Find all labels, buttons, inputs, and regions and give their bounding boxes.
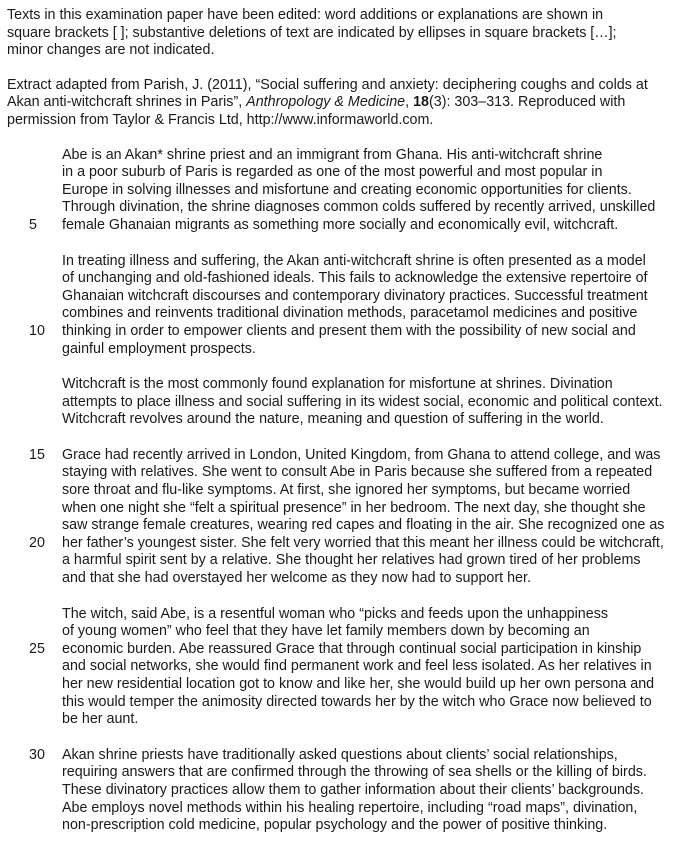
extract-line xyxy=(7,341,691,359)
line-text: These divinatory practices allow them to gather information about their clients’ backgrounds. xyxy=(62,781,644,798)
line-text: Through divination, the shrine diagnoses common colds suffered by recently arrived, unskilled xyxy=(62,199,656,216)
line-text: and that she had overstayed her welcome as they now had to support her. xyxy=(62,570,531,587)
extract-line xyxy=(7,253,691,271)
line-text: female Ghanaian migrants as something more socially and economically evil, witchcraft. xyxy=(62,216,619,233)
line-text: Grace had recently arrived in London, United Kingdom, from Ghana to attend college, and was xyxy=(62,446,661,463)
line-text: requiring answers that are confirmed through the throwing of sea shells or the killing of birds. xyxy=(62,764,647,781)
line-text: thinking in order to empower clients and present them with the possibility of new social and xyxy=(62,322,636,339)
extract-paragraph xyxy=(7,376,691,429)
extract-line xyxy=(7,658,691,676)
line-text: Europe in solving illnesses and misfortune and creating economic opportunities for clients. xyxy=(62,181,632,198)
extract-line xyxy=(7,570,691,588)
extract-line xyxy=(7,517,691,535)
line-text: of young women” who feel that they have let family members down by becoming an xyxy=(62,623,590,640)
line-text: be her aunt. xyxy=(62,711,139,728)
line-text: Akan shrine priests have traditionally asked questions about clients’ social relationships, xyxy=(62,746,618,763)
extract-line xyxy=(7,447,691,465)
extract-line xyxy=(7,464,691,482)
line-number: 20 xyxy=(29,534,45,551)
extract-paragraph xyxy=(7,147,691,235)
extract-line xyxy=(7,217,691,235)
extract-line xyxy=(7,394,691,412)
editing-note-line: minor changes are not indicated. xyxy=(7,42,215,59)
citation-separator: , xyxy=(405,94,414,111)
line-text: this would temper the animosity directed towards her by the witch who Grace now believed to xyxy=(62,693,652,710)
extract-line xyxy=(7,764,691,782)
extract-line xyxy=(7,147,691,165)
extract-line xyxy=(7,782,691,800)
line-number: 15 xyxy=(29,446,45,463)
extract-text xyxy=(7,147,691,835)
citation-line: Extract adapted from Parish, J. (2011), “Social suffering and anxiety: deciphering coughs and colds at xyxy=(7,76,648,93)
extract-line xyxy=(7,623,691,641)
editing-note-line: Texts in this examination paper have been edited: word additions or explanations are shown in xyxy=(7,7,604,23)
line-text: of unchanging and old-fashioned ideals. This fails to acknowledge the extensive repertoire of xyxy=(62,270,648,287)
line-text: Ghanaian witchcraft discourses and contemporary divinatory practices. Successful treatment xyxy=(62,287,648,304)
extract-line xyxy=(7,552,691,570)
line-text: her father’s youngest sister. She felt very worried that this meant her illness could be witchcraft, xyxy=(62,534,664,551)
line-text: Abe employs novel methods within his healing repertoire, including “road maps”, divination, xyxy=(62,799,638,816)
line-text: and social networks, she would find permanent work and feel less isolated. As her relatives in xyxy=(62,658,652,675)
extract-line xyxy=(7,411,691,429)
line-text: Witchcraft revolves around the nature, meaning and question of suffering in the world. xyxy=(62,411,604,428)
extract-line xyxy=(7,535,691,553)
extract-line xyxy=(7,288,691,306)
extract-line xyxy=(7,182,691,200)
extract-line xyxy=(7,323,691,341)
line-text: non-prescription cold medicine, popular psychology and the power of positive thinking. xyxy=(62,817,608,834)
source-citation xyxy=(7,77,691,130)
line-text: economic burden. Abe reassured Grace that through continual social participation in kinship xyxy=(62,640,642,657)
extract-line xyxy=(7,711,691,729)
extract-line xyxy=(7,305,691,323)
line-text: gainful employment prospects. xyxy=(62,340,256,357)
exam-page xyxy=(7,7,691,853)
extract-line xyxy=(7,747,691,765)
line-text: In treating illness and suffering, the Akan anti-witchcraft shrine is often presented as a model xyxy=(62,252,646,269)
line-text: Abe is an Akan* shrine priest and an immigrant from Ghana. His anti-witchcraft shrine xyxy=(62,146,603,163)
citation-line: permission from Taylor & Francis Ltd, http://www.informaworld.com. xyxy=(7,111,434,128)
line-number: 30 xyxy=(29,746,45,763)
line-text: The witch, said Abe, is a resentful woman who “picks and feeds upon the unhappiness xyxy=(62,605,608,622)
line-text: her new residential location got to know and like her, she would build up her own persona and xyxy=(62,676,655,692)
extract-line xyxy=(7,800,691,818)
editing-note xyxy=(7,7,691,60)
extract-line xyxy=(7,270,691,288)
line-number: 10 xyxy=(29,322,45,339)
citation-line xyxy=(7,94,691,112)
extract-paragraph xyxy=(7,747,691,835)
line-text: Witchcraft is the most commonly found explanation for misfortune at shrines. Divination xyxy=(62,376,613,393)
line-text: a harmful spirit sent by a relative. She thought her relatives had grown tired of her problems xyxy=(62,552,641,569)
extract-line xyxy=(7,676,691,694)
line-text: staying with relatives. She went to consult Abe in Paris because she suffered from a repeated xyxy=(62,464,653,481)
line-text: attempts to place illness and social suffering in its widest social, economic and political context. xyxy=(62,393,663,410)
editing-note-line: square brackets [ ]; substantive deletions of text are indicated by ellipses in square brackets […]; xyxy=(7,24,617,41)
line-text: saw strange female creatures, wearing red capes and floating in the air. She recognized one as xyxy=(62,517,665,534)
citation-article-title: Akan anti-witchcraft shrines in Paris”, xyxy=(7,94,247,111)
line-number: 5 xyxy=(29,216,37,233)
extract-line xyxy=(7,199,691,217)
line-text: sore throat and flu-like symptoms. At first, she ignored her symptoms, but became worried xyxy=(62,482,631,499)
extract-line xyxy=(7,641,691,659)
extract-line xyxy=(7,606,691,624)
extract-paragraph xyxy=(7,606,691,729)
extract-line xyxy=(7,694,691,712)
citation-volume: 18 xyxy=(413,94,429,111)
extract-line xyxy=(7,164,691,182)
line-text: combines and reinvents traditional divination methods, paracetamol medicines and positive xyxy=(62,305,638,322)
line-text: in a poor suburb of Paris is regarded as one of the most powerful and most popular in xyxy=(62,164,603,181)
line-number: 25 xyxy=(29,640,45,657)
extract-paragraph xyxy=(7,447,691,588)
extract-paragraph xyxy=(7,253,691,359)
citation-pages: (3): 303–313. Reproduced with xyxy=(428,94,626,111)
extract-line xyxy=(7,376,691,394)
citation-journal: Anthropology & Medicine xyxy=(246,94,406,111)
extract-line xyxy=(7,482,691,500)
intro xyxy=(7,7,691,130)
extract-line xyxy=(7,500,691,518)
extract-line xyxy=(7,817,691,835)
line-text: when one night she “felt a spiritual presence” in her bedroom. The next day, she thought she xyxy=(62,499,646,516)
